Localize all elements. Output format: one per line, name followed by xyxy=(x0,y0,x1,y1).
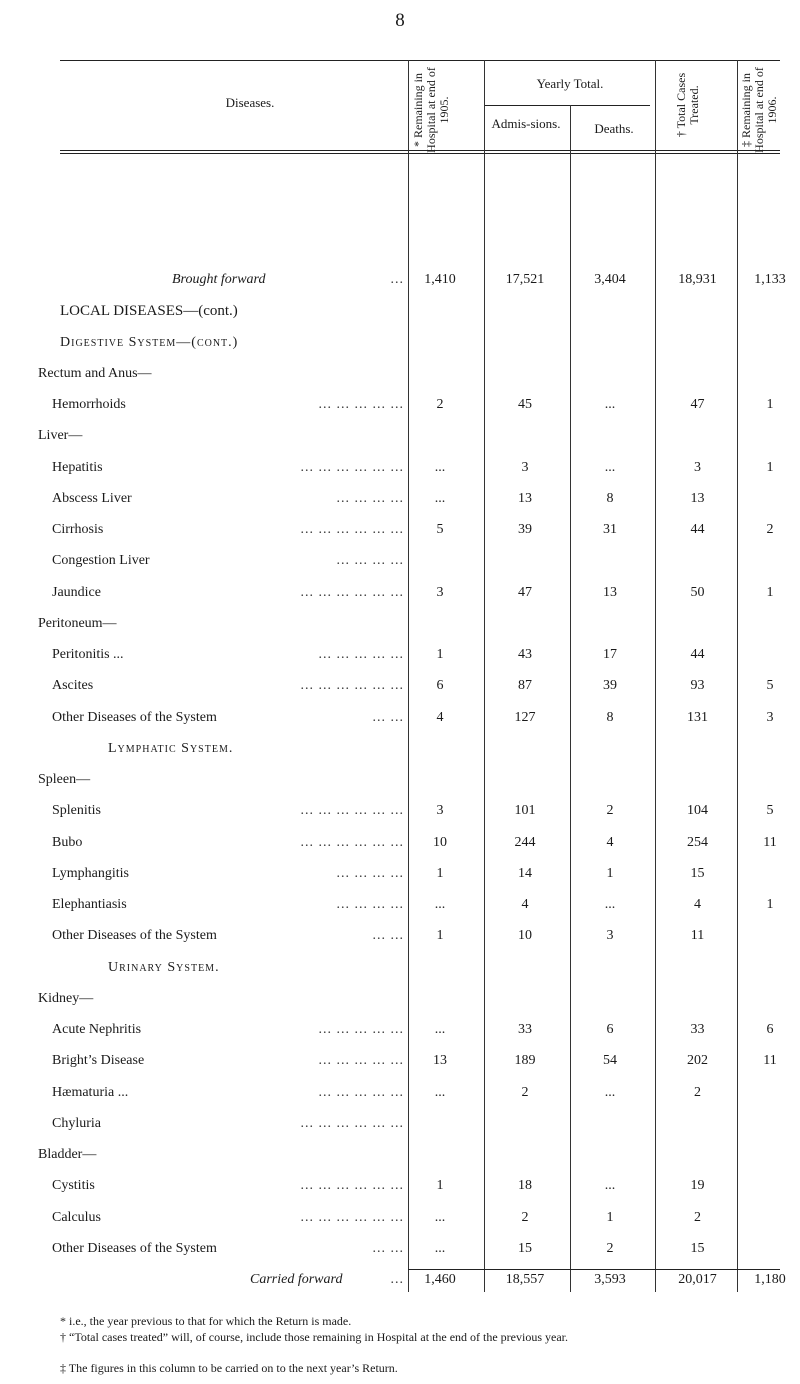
cell-1: ... xyxy=(434,897,446,912)
cell-1: 10 xyxy=(433,834,447,850)
leader-dots: ... ... ... ... ... ... xyxy=(300,803,404,819)
table-row xyxy=(0,616,800,636)
row-label: Other Diseases of the System xyxy=(52,1240,217,1256)
leader-dots: ... ... ... ... ... xyxy=(318,1022,404,1037)
cell-1: 1 xyxy=(436,928,444,944)
table-top-rule xyxy=(60,60,780,61)
table-row xyxy=(0,522,800,542)
row-label: Chyluria xyxy=(52,1115,101,1131)
cell-4: 18,931 xyxy=(678,272,717,287)
cell-4: 104 xyxy=(687,803,708,819)
cell-2: 39 xyxy=(518,522,532,537)
table-row xyxy=(0,1272,800,1292)
cell-4: 44 xyxy=(690,522,705,537)
table-row xyxy=(0,1241,800,1261)
header-yearly-total: Yearly Total. xyxy=(536,76,604,91)
leader-dots: ... xyxy=(390,1272,404,1287)
cell-1: 4 xyxy=(436,709,444,725)
cell-3: ... xyxy=(604,1084,616,1100)
cell-1: 13 xyxy=(433,1053,447,1069)
row-label: Liver— xyxy=(38,428,83,444)
cell-2: 244 xyxy=(514,834,536,850)
cell-3: 13 xyxy=(603,584,617,600)
cell-5: 6 xyxy=(766,1022,774,1037)
cell-1: ... xyxy=(434,459,446,475)
cell-2: 2 xyxy=(521,1209,529,1225)
leader-dots: ... ... ... ... ... ... xyxy=(300,834,404,850)
cell-1: 1,460 xyxy=(424,1272,456,1287)
col-rule-4 xyxy=(655,60,656,1292)
yearly-total-rule xyxy=(485,105,650,106)
col-rule-2 xyxy=(484,60,485,1292)
table-row xyxy=(0,491,800,511)
cell-3: 8 xyxy=(606,709,614,725)
cell-1: ... xyxy=(434,1084,446,1100)
cell-5: 1 xyxy=(766,459,774,475)
table-row xyxy=(0,1147,800,1167)
cell-3: ... xyxy=(604,459,616,475)
cell-4: 131 xyxy=(687,709,708,725)
leader-dots: ... ... ... ... xyxy=(336,490,404,506)
table-row xyxy=(0,678,800,698)
table-row xyxy=(0,1022,800,1042)
cell-4: 3 xyxy=(694,459,701,475)
header-admissions: Admis-sions. xyxy=(491,116,561,131)
cell-2: 18,557 xyxy=(505,1272,545,1287)
cell-3: 31 xyxy=(603,522,617,537)
row-label: Lymphatic System. xyxy=(108,740,234,756)
cell-2: 15 xyxy=(518,1240,532,1256)
row-label: Urinary System. xyxy=(108,959,220,975)
table-row xyxy=(0,710,800,730)
cell-2: 33 xyxy=(518,1022,532,1037)
cell-4: 2 xyxy=(694,1084,701,1100)
cell-4: 19 xyxy=(690,1178,705,1194)
table-row xyxy=(0,991,800,1011)
table-row xyxy=(0,460,800,480)
cell-1: ... xyxy=(434,1240,446,1256)
col-rule-1 xyxy=(408,60,409,1292)
cell-1: 1,410 xyxy=(424,272,456,287)
cell-5: 5 xyxy=(766,678,774,694)
row-label: Spleen— xyxy=(38,772,91,787)
cell-4: 33 xyxy=(690,1022,705,1037)
cell-1: 3 xyxy=(436,584,444,600)
row-label: Peritonitis ... xyxy=(52,647,124,662)
table-row xyxy=(0,1053,800,1073)
cell-2: 101 xyxy=(514,803,536,819)
cell-5: 1,180 xyxy=(754,1272,786,1287)
cell-2: 189 xyxy=(514,1053,536,1069)
cell-1: ... xyxy=(434,1022,446,1037)
row-label: Jaundice xyxy=(52,584,101,600)
row-label: Hemorrhoids xyxy=(52,397,126,412)
carried-top-rule xyxy=(408,1269,780,1270)
table-row xyxy=(0,335,800,355)
cell-4: 15 xyxy=(690,1240,705,1256)
cell-1: ... xyxy=(434,490,446,506)
cell-4: 2 xyxy=(694,1209,701,1225)
cell-2: 43 xyxy=(518,647,532,662)
cell-5: 11 xyxy=(763,1053,777,1069)
row-label: LOCAL DISEASES—(cont.) xyxy=(60,303,238,320)
table-row xyxy=(0,303,800,323)
cell-3: 1 xyxy=(606,1209,614,1225)
cell-2: 4 xyxy=(521,897,529,912)
col-rule-5 xyxy=(737,60,738,1292)
leader-dots: ... ... ... ... ... ... xyxy=(300,522,404,537)
leader-dots: ... ... xyxy=(372,709,404,725)
page-number: 8 xyxy=(395,10,405,31)
row-label: Congestion Liver xyxy=(52,553,150,569)
row-label: Cystitis xyxy=(52,1178,95,1194)
row-label: Abscess Liver xyxy=(52,490,132,506)
cell-1: ... xyxy=(434,1209,446,1225)
table-row xyxy=(0,428,800,448)
cell-1: 3 xyxy=(436,803,444,819)
cell-2: 45 xyxy=(518,397,532,412)
row-label: Ascites xyxy=(52,678,94,694)
row-label: Hæmaturia ... xyxy=(52,1084,129,1100)
cell-3: 17 xyxy=(603,647,617,662)
cell-5: 3 xyxy=(766,709,774,725)
cell-5: 11 xyxy=(763,834,777,850)
row-label: Rectum and Anus— xyxy=(38,365,152,381)
leader-dots: ... ... ... ... ... ... xyxy=(300,584,404,600)
row-label: Carried forward xyxy=(250,1272,343,1287)
cell-3: 6 xyxy=(606,1022,614,1037)
row-label: Digestive System—(cont.) xyxy=(60,334,239,350)
row-label: Calculus xyxy=(52,1209,101,1225)
cell-4: 11 xyxy=(690,928,705,944)
table-row xyxy=(0,897,800,917)
cell-3: ... xyxy=(604,1178,616,1194)
leader-dots: ... ... ... ... ... ... xyxy=(300,1209,404,1225)
cell-3: ... xyxy=(604,897,616,912)
table-row xyxy=(0,835,800,855)
cell-4: 202 xyxy=(687,1053,708,1069)
cell-3: 3,404 xyxy=(594,272,626,287)
cell-2: 2 xyxy=(521,1084,529,1100)
table-row xyxy=(0,928,800,948)
table-row xyxy=(0,741,800,761)
row-label: Acute Nephritis xyxy=(52,1022,142,1037)
cell-3: 2 xyxy=(606,803,614,819)
cell-2: 10 xyxy=(518,928,532,944)
table-row xyxy=(0,772,800,792)
row-label: Peritoneum— xyxy=(38,615,117,631)
row-label: Cirrhosis xyxy=(52,522,104,537)
row-label: Kidney— xyxy=(38,990,94,1006)
cell-1: 2 xyxy=(436,397,444,412)
cell-1: 1 xyxy=(436,865,444,881)
header-deaths: Deaths. xyxy=(594,121,634,136)
cell-5: 1 xyxy=(766,397,774,412)
cell-1: 1 xyxy=(436,1178,444,1194)
cell-4: 20,017 xyxy=(678,1272,717,1287)
cell-2: 14 xyxy=(518,865,532,881)
cell-5: 1,133 xyxy=(754,272,786,287)
row-label: Elephantiasis xyxy=(52,897,127,912)
row-label: Lymphangitis xyxy=(52,865,129,881)
leader-dots: ... ... xyxy=(372,1240,404,1256)
table-row xyxy=(0,1178,800,1198)
table-row xyxy=(0,803,800,823)
cell-5: 1 xyxy=(766,897,774,912)
cell-3: ... xyxy=(604,397,616,412)
cell-5: 1 xyxy=(766,584,774,600)
leader-dots: ... ... ... ... ... ... xyxy=(300,1178,404,1194)
row-label: Bubo xyxy=(52,834,83,850)
footnote-1: * i.e., the year previous to that for which the Return is made. xyxy=(60,1314,352,1328)
footnote-2: † “Total cases treated” will, of course, include those remaining in Hospital at the end of the previous year. xyxy=(60,1330,568,1344)
leader-dots: ... ... xyxy=(372,928,404,944)
leader-dots: ... ... ... ... ... ... xyxy=(300,459,404,475)
cell-1: 5 xyxy=(436,522,444,537)
cell-5: 5 xyxy=(766,803,774,819)
leader-dots: ... ... ... ... ... xyxy=(318,647,404,662)
leader-dots: ... xyxy=(390,272,404,287)
leader-dots: ... ... ... ... xyxy=(336,865,404,881)
leader-dots: ... ... ... ... ... ... xyxy=(300,1115,404,1131)
footnote-3: ‡ The figures in this column to be carried on to the next year’s Return. xyxy=(60,1361,398,1375)
header-diseases: Diseases. xyxy=(225,95,275,110)
cell-3: 39 xyxy=(603,678,617,694)
cell-4: 254 xyxy=(687,834,708,850)
cell-3: 4 xyxy=(606,834,614,850)
cell-3: 3,593 xyxy=(594,1272,626,1287)
leader-dots: ... ... ... ... ... xyxy=(318,1084,404,1100)
table-row xyxy=(0,272,800,292)
cell-2: 87 xyxy=(518,678,532,694)
leader-dots: ... ... ... ... ... ... xyxy=(300,678,404,694)
cell-2: 17,521 xyxy=(505,272,545,287)
cell-3: 8 xyxy=(606,490,614,506)
cell-4: 44 xyxy=(690,647,705,662)
leader-dots: ... ... ... ... ... xyxy=(318,1053,404,1069)
table-row xyxy=(0,647,800,667)
leader-dots: ... ... ... ... xyxy=(336,897,404,912)
cell-3: 3 xyxy=(606,928,614,944)
header-total-treated: † Total Cases Treated. xyxy=(674,72,701,138)
table-row xyxy=(0,1210,800,1230)
table-row xyxy=(0,585,800,605)
table-row xyxy=(0,366,800,386)
cell-3: 1 xyxy=(606,865,614,881)
cell-2: 47 xyxy=(518,584,532,600)
cell-4: 47 xyxy=(690,397,705,412)
cell-2: 3 xyxy=(521,459,529,475)
table-row xyxy=(0,1085,800,1105)
row-label: Bright’s Disease xyxy=(52,1053,145,1069)
leader-dots: ... ... ... ... xyxy=(336,553,404,569)
row-label: Hepatitis xyxy=(52,459,103,475)
cell-5: 2 xyxy=(766,522,774,537)
table-row xyxy=(0,960,800,980)
cell-1: 1 xyxy=(436,647,444,662)
row-label: Splenitis xyxy=(52,803,102,819)
row-label: Other Diseases of the System xyxy=(52,709,217,725)
cell-4: 15 xyxy=(690,865,705,881)
cell-2: 13 xyxy=(518,490,532,506)
table-row xyxy=(0,553,800,573)
table-row xyxy=(0,1116,800,1136)
cell-3: 54 xyxy=(603,1053,617,1069)
header-remaining-end: ‡ Remaining in Hospital at end of 1906. xyxy=(739,67,779,153)
cell-4: 13 xyxy=(690,490,705,506)
cell-3: 2 xyxy=(606,1240,614,1256)
table-row xyxy=(0,397,800,417)
cell-2: 18 xyxy=(518,1178,532,1194)
leader-dots: ... ... ... ... ... xyxy=(318,397,404,412)
header-remaining-start: * Remaining in Hospital at end of 1905. xyxy=(411,67,451,153)
cell-2: 127 xyxy=(514,709,536,725)
cell-4: 50 xyxy=(690,584,705,600)
cell-4: 93 xyxy=(690,678,705,694)
cell-4: 4 xyxy=(694,897,701,912)
table-row xyxy=(0,866,800,886)
row-label: Bladder— xyxy=(38,1147,97,1162)
cell-1: 6 xyxy=(436,678,444,694)
row-label: Brought forward xyxy=(172,272,266,287)
row-label: Other Diseases of the System xyxy=(52,928,217,944)
